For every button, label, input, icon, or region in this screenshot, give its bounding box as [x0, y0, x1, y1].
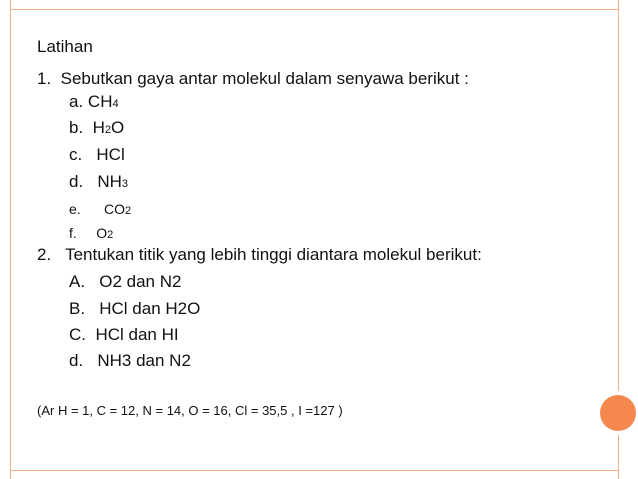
atomic-mass-note: (Ar H = 1, C = 12, N = 14, O = 16, Cl = 35,5 , I =127 ) [37, 403, 343, 418]
decorative-orange-circle [600, 395, 636, 431]
question-2-text: Tentukan titik yang lebih tinggi diantara molekul berikut: [65, 245, 482, 264]
q1-item-a: a. CH4 [69, 92, 119, 111]
slide-frame-left [10, 10, 11, 471]
q2-item-c: C. HCl dan HI [69, 325, 179, 344]
slide-title: Latihan [37, 37, 93, 56]
slide-frame-right [618, 10, 619, 391]
slide-frame-right-lower [618, 435, 619, 471]
q1-item-d: d. NH3 [69, 172, 129, 191]
slide-frame-bottom-edge [10, 470, 619, 479]
q1-item-e: e. CO2 [69, 201, 132, 217]
question-1-text: Sebutkan gaya antar molekul dalam senyawa berikut : [60, 69, 469, 88]
question-1 [37, 69, 469, 89]
slide-frame-top [10, 0, 619, 10]
q2-item-a: A. O2 dan N2 [69, 272, 182, 291]
q1-item-f: f. O2 [69, 225, 114, 241]
question-2 [37, 245, 482, 265]
question-2-number: 2. [37, 245, 52, 264]
q2-item-b: B. HCl dan H2O [69, 299, 201, 318]
q1-item-b: b. H2O [69, 118, 125, 137]
q1-item-c: c. HCl [69, 145, 125, 164]
question-1-number: 1. [37, 69, 52, 88]
q2-item-d: d. NH3 dan N2 [69, 351, 191, 370]
